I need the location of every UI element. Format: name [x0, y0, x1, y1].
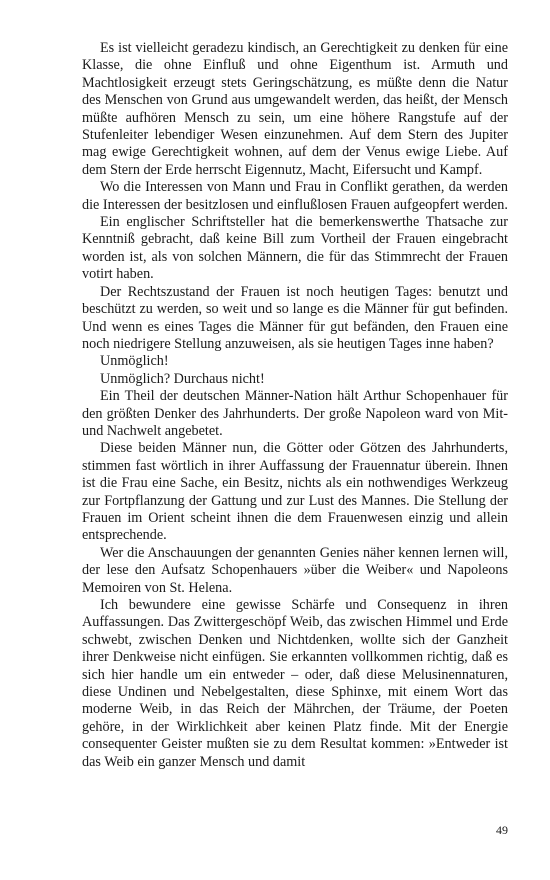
paragraph: Ich bewundere eine gewisse Schärfe und Consequenz in ihren Auffassungen. Das Zwittergeschöpf Weib, das zwischen Himmel und Erde schwebt, zwischen Denken und Nichtdenken, wollte sich der Ganzheit ihrer Denkweise nicht einfügen. Sie erkannten vollkommen richtig, daß es sich hier handle um ein entweder – oder, daß diese Melusinennaturen, diese Undinen und Nebelgestalten, diese Sphinxe, mit einem Wort das moderne Weib, in das Reich der Mährchen, der Träume, der Poeten gehöre, in der Wirklichkeit aber keinen Platz finde. Mit der Energie consequenter Geister mußten sie zu dem Resultat kommen: »Entweder ist das Weib ein ganzer Mensch und damit [82, 597, 508, 770]
body-text [82, 40, 508, 771]
paragraph: Unmöglich? Durchaus nicht! [100, 370, 265, 387]
paragraph: Ein englischer Schriftsteller hat die bemerkenswerthe Thatsache zur Kenntniß gebracht, daß keine Bill zum Vortheil der Frauen eingebracht worden ist, als von solchen Männern, die für das Stimmrecht der Frauen votirt haben. [82, 214, 508, 283]
paragraph: Ein Theil der deutschen Männer-Nation hält Arthur Schopenhauer für den größten Denker des Jahrhunderts. Der große Napoleon ward von Mit- und Nachwelt angebetet. [82, 388, 508, 439]
paragraph: Der Rechtszustand der Frauen ist noch heutigen Tages: benutzt und beschützt zu werden, so weit und so lange es die Männer für gut befinden. Und wenn es eines Tages die Männer für gut befänden, den Frauen eine noch niedrigere Stellung anzuweisen, als sie heutigen Tages inne haben? [82, 283, 508, 352]
paragraph: Wer die Anschauungen der genannten Genies näher kennen lernen will, der lese den Aufsatz Schopenhauers »über die Weiber« und Napoleons Memoiren von St. Helena. [82, 544, 508, 596]
paragraph: Unmöglich! [100, 353, 169, 370]
paragraph: Diese beiden Männer nun, die Götter oder Götzen des Jahrhunderts, stimmen fast wörtlich in ihrer Auffassung der Frauennatur überein. Ihnen ist die Frau eine Sache, ein Besitz, nichts als ein nothwendiges Werkzeug zur Fortpflanzung der Gattung und zur Lust des Mannes. Die Stellung der Frauen im Orient scheint ihnen die dem Frauenwesen einzig und allein entsprechende. [82, 440, 508, 544]
paragraph: Wo die Interessen von Mann und Frau in Conflikt gerathen, da werden die Interessen der besitzlosen und einflußlosen Frauen aufgeopfert werden. [82, 179, 508, 213]
paragraph: Es ist vielleicht geradezu kindisch, an Gerechtigkeit zu denken für eine Klasse, die ohne Einfluß und ohne Eigenthum ist. Armuth und Machtlosigkeit erzeugt stets Geringschätzung, es müßte denn die Natur des Menschen von Grund aus umgewandelt werden, das heißt, der Mensch müßte aufhören Mensch zu sein, um eine höhere Rangstufe auf der Stufenleiter lebendiger Wesen einzunehmen. Auf dem Stern des Jupiter mag ewige Gerechtigkeit wohnen, auf dem der Venus ewige Liebe. Auf dem Stern der Erde herrscht Eigennutz, Macht, Eifersucht und Kampf. [82, 40, 508, 178]
page-number: 49 [496, 823, 508, 837]
